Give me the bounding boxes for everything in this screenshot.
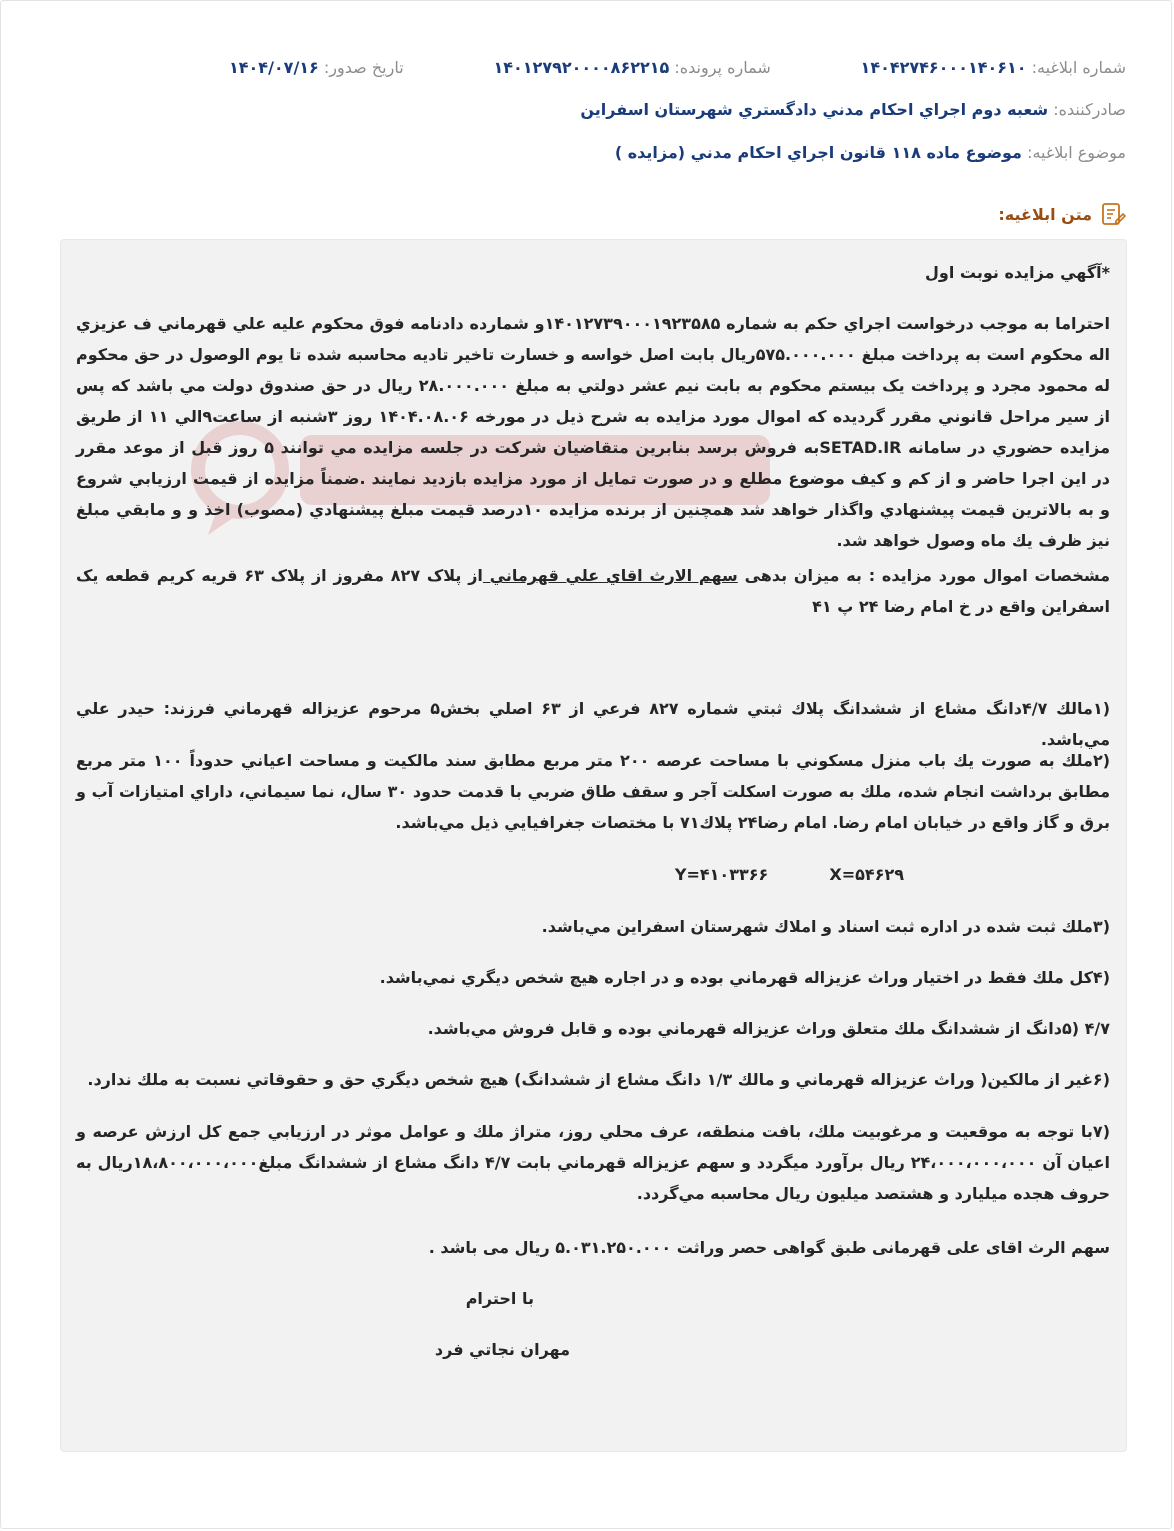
issue-date-label: تاريخ صدور: [323,58,404,77]
item-5: ۴/۷ (۵دانگ از ششدانگ ملك متعلق وراث عزيزاله قهرماني بوده و قابل فروش مي‌باشد. [427,1019,1110,1038]
issuer: شعبه دوم اجراي احکام مدني دادگستري شهرستان اسفراين [580,100,1049,119]
coordinates [76,859,904,890]
case-number-label: شماره پرونده: [674,58,771,77]
notice-number: ۱۴۰۴۲۷۴۶۰۰۰۱۴۰۶۱۰ [860,58,1027,77]
item-4: (۴كل ملك فقط در اختيار وراث عزيزاله قهرماني بوده و در اجاره هيچ شخص ديگري نمي‌باشد. [379,968,1110,987]
item-3: (۳ملك ثبت شده در اداره ثبت اسناد و املاك شهرستان اسفراين مي‌باشد. [541,917,1110,936]
coord-y: Y=۴۱۰۳۳۶۶ [674,865,769,884]
item-6: (۶غير از مالكين( وراث عزيزاله قهرماني و مالك ۱/۳ دانگ مشاع از ششدانگ) هيچ شخص ديگري حق و حقوقاتي نسبت به ملك ندارد. [87,1070,1110,1089]
subject-label: موضوع ابلاغيه: [1027,143,1126,162]
meta-row-numbers [229,58,1126,77]
issue-date-field [229,58,404,77]
issuer-label: صادرکننده: [1053,100,1126,119]
issue-date: ۱۴۰۴/۰۷/۱۶ [229,58,319,77]
notice-number-label: شماره ابلاغيه: [1031,58,1126,77]
regards: با احترام [465,1289,534,1308]
notice-heading: *آگهي مزايده نوبت اول [925,263,1110,282]
notice-number-field [861,58,1126,77]
document-edit-icon [1100,201,1126,227]
section-title [998,201,1126,227]
issuer-row [48,100,1126,119]
subject-row [48,143,1126,162]
section-title-text: متن ابلاغيه: [998,204,1092,224]
notice-paragraph-1: احتراما به موجب درخواست اجراي حکم به شماره ۱۴۰۱۲۷۳۹۰۰۰۱۹۲۳۵۸۵و شمارده دادنامه فوق محکوم عليه علي قهرماني ف عزيزي اله محکوم است به پرداخت مبلغ ۵۷۵.۰۰۰.۰۰۰ريال بابت اصل خواسه و خسارت تاخير تاديه محاسبه شده تا يوم الوصول در حق محکوم له محمود مجرد و پرداخت يک بيستم محکوم به بابت نيم عشر دولتي به مبلغ ۲۸.۰۰۰.۰۰۰ ريال در حق صندوق دولت مي باشد که پس از سير مراحل قانوني مقرر گرديده که اموال مورد مزايده به شرح ذيل در مورخه ۱۴۰۴.۰۸.۰۶ روز ۳شنبه از ساعت۹الي ۱۱ از طريق مزايده حضوري در سامانه SETAD.IRبه فروش برسد بنابرين متقاضيان شرکت در جلسه مزايده مي توانند ۵ روز قبل از موعد مقرر در اين اجرا حاضر و از کم و کيف موضوع مطلع و در صورت تمايل از مورد مزايده بازديد نمايند .ضمناً مزايده از قيمت ارزيابي شروع و به بالاترين قيمت پيشنهادي واگذار خواهد شد همچنين از برنده مزايده ۱۰درصد قيمت مبلغ پيشنهادي (مصوب) اخذ و و مابقي مبلغ نيز ظرف يك ماه وصول خواهد شد. [76,314,1111,550]
subject: موضوع ماده ۱۱۸ قانون اجراي احکام مدني (مزايده ) [614,143,1022,162]
heir-share: سهم الرث اقای علی قهرمانی طبق گواهی حصر وراثت ۵.۰۳۱.۲۵۰.۰۰۰ ریال می باشد . [428,1238,1110,1257]
property-description-b: از پلاک ۸۲۷ مفروز از پلاک ۶۳ قریه کریم قطعه یک اسفراین واقع در خ امام رضا ۲۴ پ ۴۱ [76,566,1110,616]
property-description [76,560,1110,622]
heir-share-underlined: سهم الارث اقاي علي قهرماني [482,566,738,585]
item-2: (۲ملك به صورت يك باب منزل مسكوني با مساحت عرصه ۲۰۰ متر مربع مطابق سند مالكيت و مساحت اعياني حدوداً ۱۰۰ متر مربع مطابق برداشت انجام شده، ملك به صورت اسكلت آجر و سقف طاق ضربي با قدمت حدود ۳۰ سال، نما سيماني، داراي امتيازات آب و برق و گاز واقع در خيابان امام رضا. امام رضا۲۴ پلاك۷۱ با مختصات جغرافيايي ذيل مي‌باشد. [76,751,1111,832]
item-7: (۷با توجه به موقعيت و مرغوبيت ملك، بافت منطقه، عرف محلي روز، متراژ ملك و عوامل موثر در ارزيابي جمع كل ارزش عرصه و اعيان آن ۲۴،۰۰۰،۰۰۰،۰۰۰ ريال برآورد ميگردد و سهم عزيزاله قهرماني بابت ۴/۷ دانگ مشاع از ششدانگ مبلغ۱۸،۸۰۰،۰۰۰،۰۰۰ريال به حروف هجده ميليارد و هشتصد ميليون ريال محاسبه مي‌گردد. [76,1122,1111,1203]
coord-x: X=۵۴۶۲۹ [829,865,904,884]
signer-name: مهران نجاتي فرد [434,1340,570,1359]
item-1: (۱مالك ۴/۷دانگ مشاع از ششدانگ پلاك ثبتي شماره ۸۲۷ فرعي از ۶۳ اصلي بخش۵ مرحوم عزيزاله قهرماني فرزند: حيدر علي مي‌باشد. [76,699,1111,749]
case-number-field [493,58,770,77]
case-number: ۱۴۰۱۲۷۹۲۰۰۰۰۸۶۲۲۱۵ [493,58,670,77]
property-description-a: مشخصات اموال مورد مزايده : به ميزان بدهی [737,566,1111,585]
